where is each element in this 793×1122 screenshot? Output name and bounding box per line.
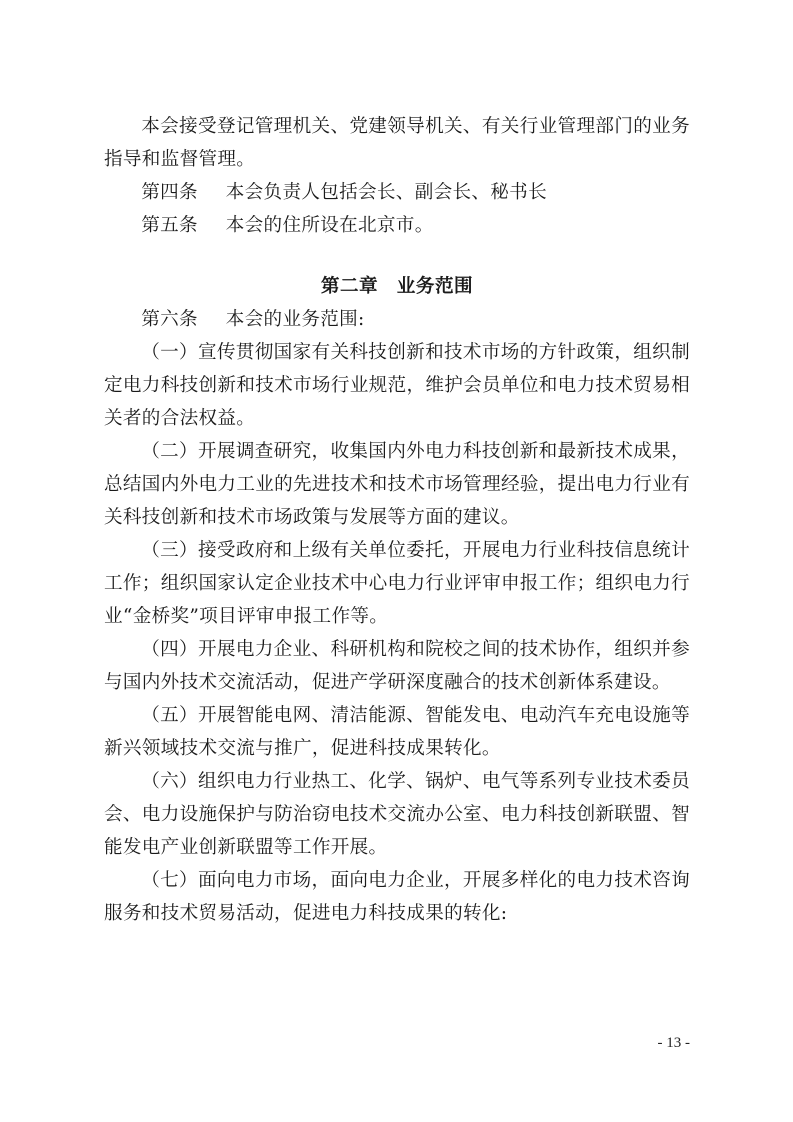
scope-item-4: （四）开展电力企业、科研机构和院校之间的技术协作，组织并参与国内外技术交流活动，促进产学研深度融合的技术创新体系建设。 — [104, 639, 690, 693]
article-5 — [104, 209, 690, 242]
scope-item-3: （三）接受政府和上级有关单位委托，开展电力行业科技信息统计工作；组织国家认定企业技术中心电力行业评审申报工作；组织电力行业“金桥奖”项目评审申报工作等。 — [104, 540, 690, 627]
scope-item-5: （五）开展智能电网、清洁能源、智能发电、电动汽车充电设施等新兴领域技术交流与推广，促进科技成果转化。 — [104, 705, 690, 759]
article-4 — [104, 176, 690, 209]
paragraph-supervision: 本会接受登记管理机关、党建领导机关、有关行业管理部门的业务指导和监督管理。 — [104, 116, 690, 170]
article-6 — [104, 303, 690, 336]
article-6-label: 第六条 — [141, 309, 198, 330]
article-4-label: 第四条 — [141, 182, 198, 203]
scope-item-7: （七）面向电力市场，面向电力企业，开展多样化的电力技术咨询服务和技术贸易活动，促进电力科技成果的转化: — [104, 870, 690, 924]
scope-item-6: （六）组织电力行业热工、化学、锅炉、电气等系列专业技术委员会、电力设施保护与防治窃电技术交流办公室、电力科技创新联盟、智能发电产业创新联盟等工作开展。 — [104, 771, 690, 858]
chapter-number: 第二章 — [320, 276, 379, 297]
article-5-text: 本会的住所设在北京市。 — [225, 215, 434, 236]
chapter-title: 业务范围 — [396, 276, 474, 297]
scope-item-1: （一）宣传贯彻国家有关科技创新和技术市场的方针政策，组织制定电力科技创新和技术市场行业规范，维护会员单位和电力技术贸易相关者的合法权益。 — [104, 342, 690, 429]
document-body — [104, 110, 690, 930]
article-4-text: 本会负责人包括会长、副会长、秘书长 — [225, 182, 547, 203]
article-6-text: 本会的业务范围: — [225, 309, 365, 330]
chapter-heading — [104, 270, 690, 303]
page-number: - 13 - — [657, 1035, 690, 1051]
article-5-label: 第五条 — [141, 215, 198, 236]
scope-item-2: （二）开展调查研究，收集国内外电力科技创新和最新技术成果，总结国内外电力工业的先进技术和技术市场管理经验，提出电力行业有关科技创新和技术市场政策与发展等方面的建议。 — [104, 441, 690, 528]
